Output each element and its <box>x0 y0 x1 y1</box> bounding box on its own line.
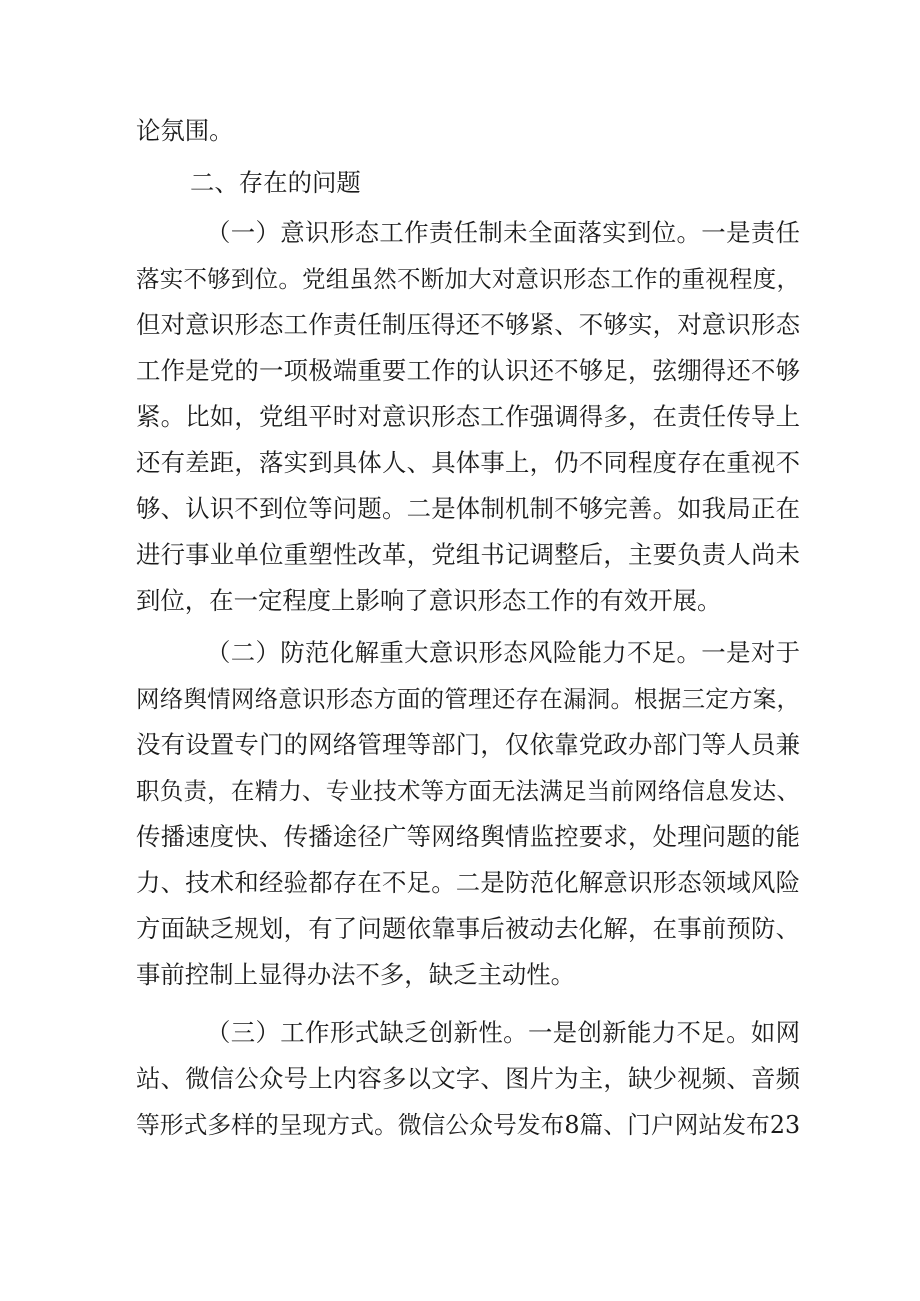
text-line: 落实不够到位。党组虽然不断加大对意识形态工作的重视程度， <box>136 265 800 293</box>
text-line: 但对意识形态工作责任制压得还不够紧、不够实，对意识形态 <box>136 310 800 339</box>
text-line: 没有设置专门的网络管理等部门，仅依靠党政办部门等人员兼 <box>136 730 800 759</box>
text-line: 工作是党的一项极端重要工作的认识还不够足，弦绷得还不够 <box>136 356 800 385</box>
text-line: 够、认识不到位等问题。二是体制机制不够完善。如我局正在 <box>136 494 800 523</box>
text-line: 事前控制上显得办法不多，缺乏主动性。 <box>136 960 576 989</box>
text-line: 到位，在一定程度上影响了意识形态工作的有效开展。 <box>136 586 722 615</box>
text-line: 等形式多样的呈现方式。微信公众号发布8篇、门户网站发布23 <box>136 1111 801 1139</box>
text-line: 传播速度快、传播途径广等网络舆情监控要求，处理问题的能 <box>136 822 800 851</box>
text-line: 还有差距，落实到具体人、具体事上，仍不同程度存在重视不 <box>136 448 800 477</box>
section-heading: 二、存在的问题 <box>190 168 361 197</box>
text-line: 站、微信公众号上内容多以文字、图片为主，缺少视频、音频 <box>136 1064 800 1093</box>
text-line: 职负责，在精力、专业技术等方面无法满足当前网络信息发达、 <box>136 777 800 805</box>
text-line: 力、技术和经验都存在不足。二是防范化解意识形态领域风险 <box>136 868 800 897</box>
text-line: （二）防范化解重大意识形态风险能力不足。一是对于 <box>206 638 800 667</box>
text-line: 紧。比如，党组平时对意识形态工作强调得多，在责任传导上 <box>136 402 800 431</box>
text-line: 网络舆情网络意识形态方面的管理还存在漏洞。根据三定方案， <box>136 685 800 713</box>
text-line: 论氛围。 <box>136 116 234 145</box>
text-line: （三）工作形式缺乏创新性。一是创新能力不足。如网 <box>206 1018 800 1047</box>
text-line: 方面缺乏规划，有了问题依靠事后被动去化解，在事前预防、 <box>136 914 800 943</box>
text-line: （一）意识形态工作责任制未全面落实到位。一是责任 <box>206 218 800 247</box>
document-body <box>136 108 800 1148</box>
text-line: 进行事业单位重塑性改革，党组书记调整后，主要负责人尚未 <box>136 540 800 569</box>
